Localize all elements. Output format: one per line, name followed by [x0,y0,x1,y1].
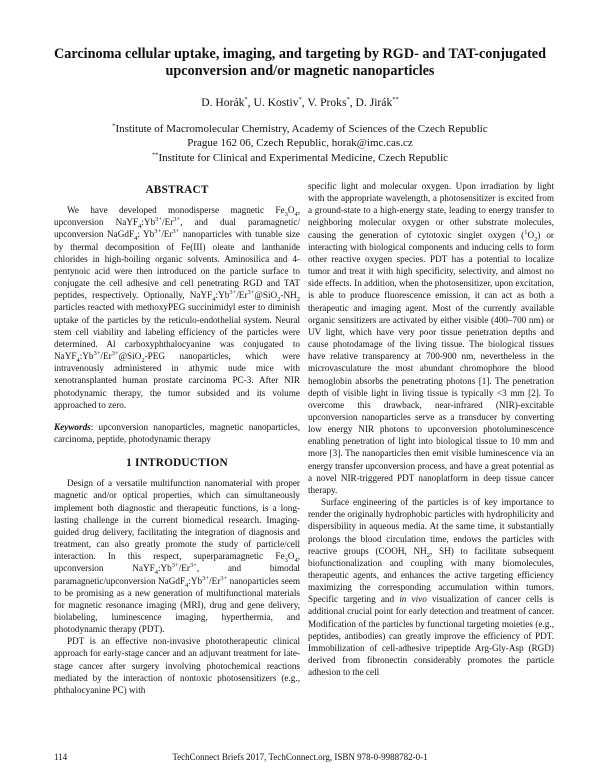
author-list: D. Horák*, U. Kostiv*, V. Proks*, D. Jirák** [201,96,399,109]
page-number: 114 [54,752,68,762]
introduction-heading: 1 INTRODUCTION [126,457,228,470]
intro-paragraph: specific light and molecular oxygen. Upon irradiation by light with the appropriate wavelength, a photosensitizer is excited from a ground-state to a high-energy state, leading to energy transfer to neighboring molecular oxygen or other substrate molecules, causing the generation of cytotoxic singlet oxygen $(^1O_2)$ or interacting with biological components and inducing cells to form other reactive oxygen species. PDT has a potential to localize tumor and treat it with high specificity, selectivity, and almost no side effects. In addition, when the photosensitizer, upon excitation, is able to produce fluorescence emission, it can act as both a therapeutic and imaging agent. Most of the currently available organic sensitizers are activated by either visible (400–700 nm) or UV light, which have very poor tissue penetration depths and cause photodamage of the living tissue. The biological tissues have relative transparency at 700-900 nm, nevertheless in the microvasculature the most abundant chromophore the blood hemoglobin absorbs the penetrating photons [1]. The penetration depth of visible light in living tissue is typically <3 mm [2]. To overcome this drawback, near-infrared (NIR)-excitable upconversion nanoparticles serve as a transducer by converting low energy NIR photons to upconversion photoluminescence enabling penetration of light into biological tissue to 10 mm and more [3]. The nanoparticles then emit visible luminescence via an energy transfer upconversion process, and have a great potential as a novel NIR-triggered PDT nanoplatform in deep tissue cancer therapy. [308,181,554,495]
author-mark: * [298,96,302,104]
author-name: D. Jirák [355,96,393,109]
affiliation-line: Institute of Macromolecular Chemistry, Academy of Sciences of the Czech Republic [115,123,488,135]
affiliation-1 [40,122,560,136]
paper-title: Carcinoma cellular uptake, imaging, and targeting by RGD- and TAT-conjugated upconversion and/or magnetic nanoparticles [53,46,546,79]
intro-paragraph: Design of a versatile multifunction nanomaterial with proper magnetic and/or optical properties, which can simultaneously implement both diagnostic and therapeutic functions, is a long-lasting challenge in the current biomedical research. Imaging-guided drug delivery, facilitating the integration of diagnosis and treatment, can also greatly promote the study of particle/cell interaction. In this respect, superparamagnetic $Fe_3O_4$, upconversion $NaYF_4:Yb^{3+}/Er^{3+}$, and bimodal paramagnetic/upconversion $NaGdF_4:Yb^{3+}/Er^{3+}$ nanoparticles seem to be promising as a new generation of multifunctional materials for magnetic resonance imaging (MRI), drug and gene delivery, biolabeling, luminescence imaging, hyperthermia, and photodynamic therapy (PDT). [54,478,301,635]
affiliation-mark: * [112,122,116,130]
author-name: V. Proks [307,96,347,109]
abstract-heading: ABSTRACT [145,184,209,196]
author-mark: * [346,96,350,104]
footer-citation: TechConnect Briefs 2017, TechConnect.org, ISBN 978-0-9988782-0-1 [172,752,428,762]
author-name: U. Kostiv [253,96,299,109]
abstract-paragraph: We have developed monodisperse magnetic $Fe_3O_4$, upconversion $NaYF_4:Yb^{3+}/Er^{3+}$, and dual paramagnetic/ upconversion NaGdF$_4$: $Yb^{3+}/Er^{3+}$ nanoparticles with tunable size by thermal decomposition of Fe(III) oleate and lanthanide chlorides in high-boiling organic solvents. Aminosilica and 4-pentynoic acid were then introduced on the particle surface to conjugate the cell adhesive and cell penetrating RGD and TAT peptides, respectively. Optionally, $NaYF_4:Yb^{3+}/Er^{3+}@SiO_2-NH_2$ particles reacted with methoxyPEG succinimidyl ester to diminish uptake of the particles by the reticulo-endothelial system. Neural stem cell viability and labeling efficiency of the particles were determined. Al carboxyphthalocyanine was conjugated to $NaYF_4:Yb^{3+}/Er^{3+}@SiO_2$-PEG nanoparticles, which were intravenously administered in athymic nude mice with xenotransplanted human prostate carcinoma PC-3. After NIR photodynamic therapy, the tumor subsided and its volume approached to zero. [54,205,300,410]
intro-paragraph: Surface engineering of the particles is of key importance to render the originally hydrophobic particles with hydrophilicity and dispersibility in aqueous media. At the same time, it substantially prolongs the blood circulation time, endows the particles with reactive groups (COOH, $NH_2$, SH) to facilitate subsequent biofunctionalization and coupling with many biomolecules, therapeutic agents, and enhances the active targeting efficiency maximizing the corresponding accumulation within tumors. Specific targeting and in vivo visualization of cancer cells is additional crucial point for early detection and treatment of cancer. Modification of the particles by functional targeting moieties (e.g., peptides, antibodies) can greatly improve the efficiency of PDT. Immobilization of cell-adhesive tripeptide Arg-Gly-Asp (RGD) derived from fibronectin considerably promotes the particle adhesion to the cell [308,497,554,678]
affiliation-1-address: Prague 162 06, Czech Republic, horak@imc.cas.cz [187,137,413,150]
left-column [54,178,300,696]
affiliations [40,122,560,165]
author-mark: * [244,96,248,104]
author-mark: ** [392,96,399,104]
intro-paragraph: PDT is an effective non-invasive phototherapeutic clinical approach for early-stage cancer and an adjuvant treatment for late-stage cancer after surgery involving photochemical reactions mediated by the interaction of nontoxic photosensitizers (e.g., phthalocyanine PC) with [54,636,300,695]
affiliation-mark: ** [151,151,159,159]
affiliation-line: Institute for Clinical and Experimental Medicine, Czech Republic [158,151,449,164]
affiliation-2 [40,151,560,165]
right-column [308,180,554,678]
keywords-label: Keywords [54,421,91,432]
keywords: Keywords: upconversion nanoparticles, magnetic nanoparticles, carcinoma, peptide, photodynamic therapy [54,421,300,444]
author-name: D. Horák [201,96,245,109]
